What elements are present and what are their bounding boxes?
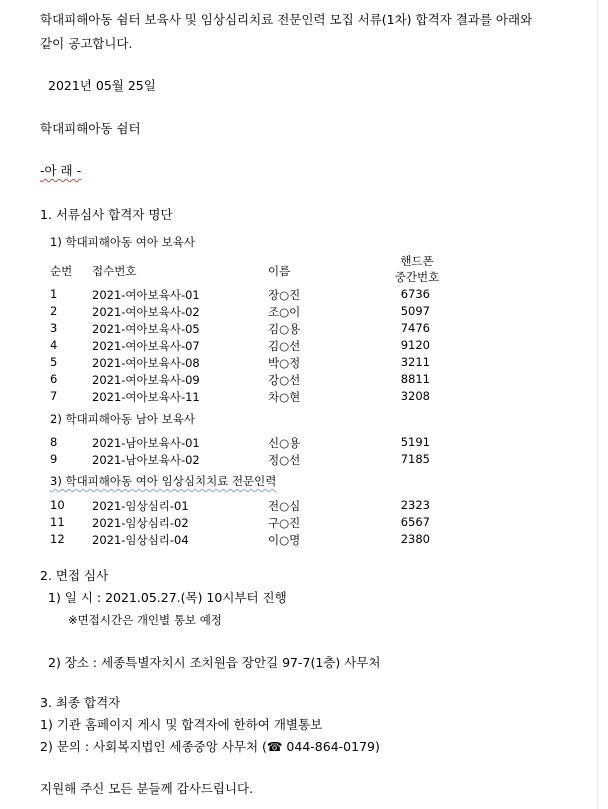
row-phone: 6567: [400, 515, 430, 529]
row-phone: 2380: [400, 532, 430, 546]
row-no: 12: [50, 532, 65, 546]
row-name: 김○선: [268, 339, 301, 353]
row-no: 10: [50, 498, 65, 512]
final-item-2: 2) 문의 : 사회복지법인 세종중앙 사무처 (☎ 044-864-0179): [40, 739, 380, 754]
row-no: 7: [50, 389, 58, 403]
row-no: 6: [50, 372, 58, 386]
group-title: 2) 학대피해아동 남아 보육사: [50, 412, 195, 426]
intro-line-1: 학대피해아동 쉼터 보육사 및 임상심리치료 전문인력 모집 서류(1차) 합격자 결과를 아래와: [40, 12, 533, 27]
group-title: [50, 473, 276, 489]
row-id: 2021-여아보육사-08: [92, 356, 200, 370]
row-id: 2021-여아보육사-09: [92, 373, 200, 387]
row-phone: 8811: [400, 372, 430, 386]
row-no: 5: [50, 355, 58, 369]
table-row: [0, 532, 608, 548]
final-item-1: 1) 기관 홈페이지 게시 및 합격자에 한하여 개별통보: [40, 717, 323, 732]
row-id: 2021-임상심리-02: [92, 516, 189, 530]
row-name: 차○현: [268, 390, 301, 404]
group-title-text: 3) 학대피해아동 여아 임상심치치료 전문인력: [50, 474, 277, 488]
row-phone: 9120: [400, 338, 430, 352]
row-id: 2021-임상심리-01: [92, 499, 189, 513]
row-id: 2021-여아보육사-05: [92, 322, 200, 336]
row-name: 박○정: [268, 356, 301, 370]
row-no: 11: [50, 515, 65, 529]
table-row: [0, 304, 608, 320]
row-id: 2021-남아보육사-02: [92, 453, 200, 467]
row-name: 이○명: [268, 533, 301, 547]
row-name: 정○선: [268, 453, 301, 467]
header-phone-line2: 중간번호: [394, 270, 440, 284]
interview-place: 2) 장소 : 세종특별자치시 조치원읍 장안길 97-7(1층) 사무처: [48, 655, 381, 670]
intro-line-2: 같이 공고합니다.: [40, 36, 133, 51]
table-row: [0, 389, 608, 405]
below-marker: [40, 163, 81, 179]
page-edge-divider: [597, 0, 598, 809]
interview-schedule: 1) 일 시 : 2021.05.27.(목) 10시부터 진행: [48, 590, 287, 605]
row-id: 2021-여아보육사-02: [92, 305, 200, 319]
row-name: 구○진: [268, 516, 301, 530]
row-phone: 3208: [400, 389, 430, 403]
row-name: 조○이: [268, 305, 301, 319]
group-title: 1) 학대피해아동 여아 보육사: [50, 235, 195, 249]
section1-title: 1. 서류심사 합격자 명단: [40, 207, 173, 222]
row-no: 9: [50, 452, 58, 466]
table-row: [0, 321, 608, 337]
row-name: 장○진: [268, 288, 301, 302]
row-no: 3: [50, 321, 58, 335]
row-id: 2021-여아보육사-11: [92, 390, 200, 404]
row-id: 2021-여아보육사-01: [92, 288, 200, 302]
announcement-date: 2021년 05월 25일: [48, 78, 156, 93]
row-phone: 7185: [400, 452, 430, 466]
row-id: 2021-여아보육사-07: [92, 339, 200, 353]
header-phone-line1: 핸드폰: [400, 254, 434, 268]
row-name: 전○심: [268, 499, 301, 513]
row-phone: 5191: [400, 435, 430, 449]
row-no: 1: [50, 287, 58, 301]
table-row: [0, 355, 608, 371]
table-row: [0, 435, 608, 451]
row-name: 신○용: [268, 436, 301, 450]
row-phone: 7476: [400, 321, 430, 335]
table-row: [0, 452, 608, 468]
organization-name: 학대피해아동 쉼터: [40, 121, 141, 136]
row-phone: 2323: [400, 498, 430, 512]
row-name: 강○선: [268, 373, 301, 387]
row-name: 김○용: [268, 322, 301, 336]
row-phone: 3211: [400, 355, 430, 369]
header-name: 이름: [268, 264, 291, 278]
row-no: 4: [50, 338, 58, 352]
table-row: [0, 498, 608, 514]
below-marker-text: -아 래 -: [40, 163, 82, 178]
table-row: [0, 372, 608, 388]
row-no: 8: [50, 435, 58, 449]
table-row: [0, 338, 608, 354]
header-id: 접수번호: [92, 264, 137, 278]
section2-title: 2. 면접 심사: [40, 568, 109, 583]
row-phone: 6736: [400, 287, 430, 301]
row-id: 2021-남아보육사-01: [92, 436, 200, 450]
interview-note: ※면접시간은 개인별 통보 예정: [68, 613, 222, 627]
row-phone: 5097: [400, 304, 430, 318]
closing-line: 지원해 주신 모든 분들께 감사드립니다.: [40, 781, 254, 796]
section3-title: 3. 최종 합격자: [40, 695, 121, 710]
row-id: 2021-임상심리-04: [92, 533, 189, 547]
header-no: 순번: [50, 264, 73, 278]
table-row: [0, 287, 608, 303]
table-row: [0, 515, 608, 531]
row-no: 2: [50, 304, 58, 318]
